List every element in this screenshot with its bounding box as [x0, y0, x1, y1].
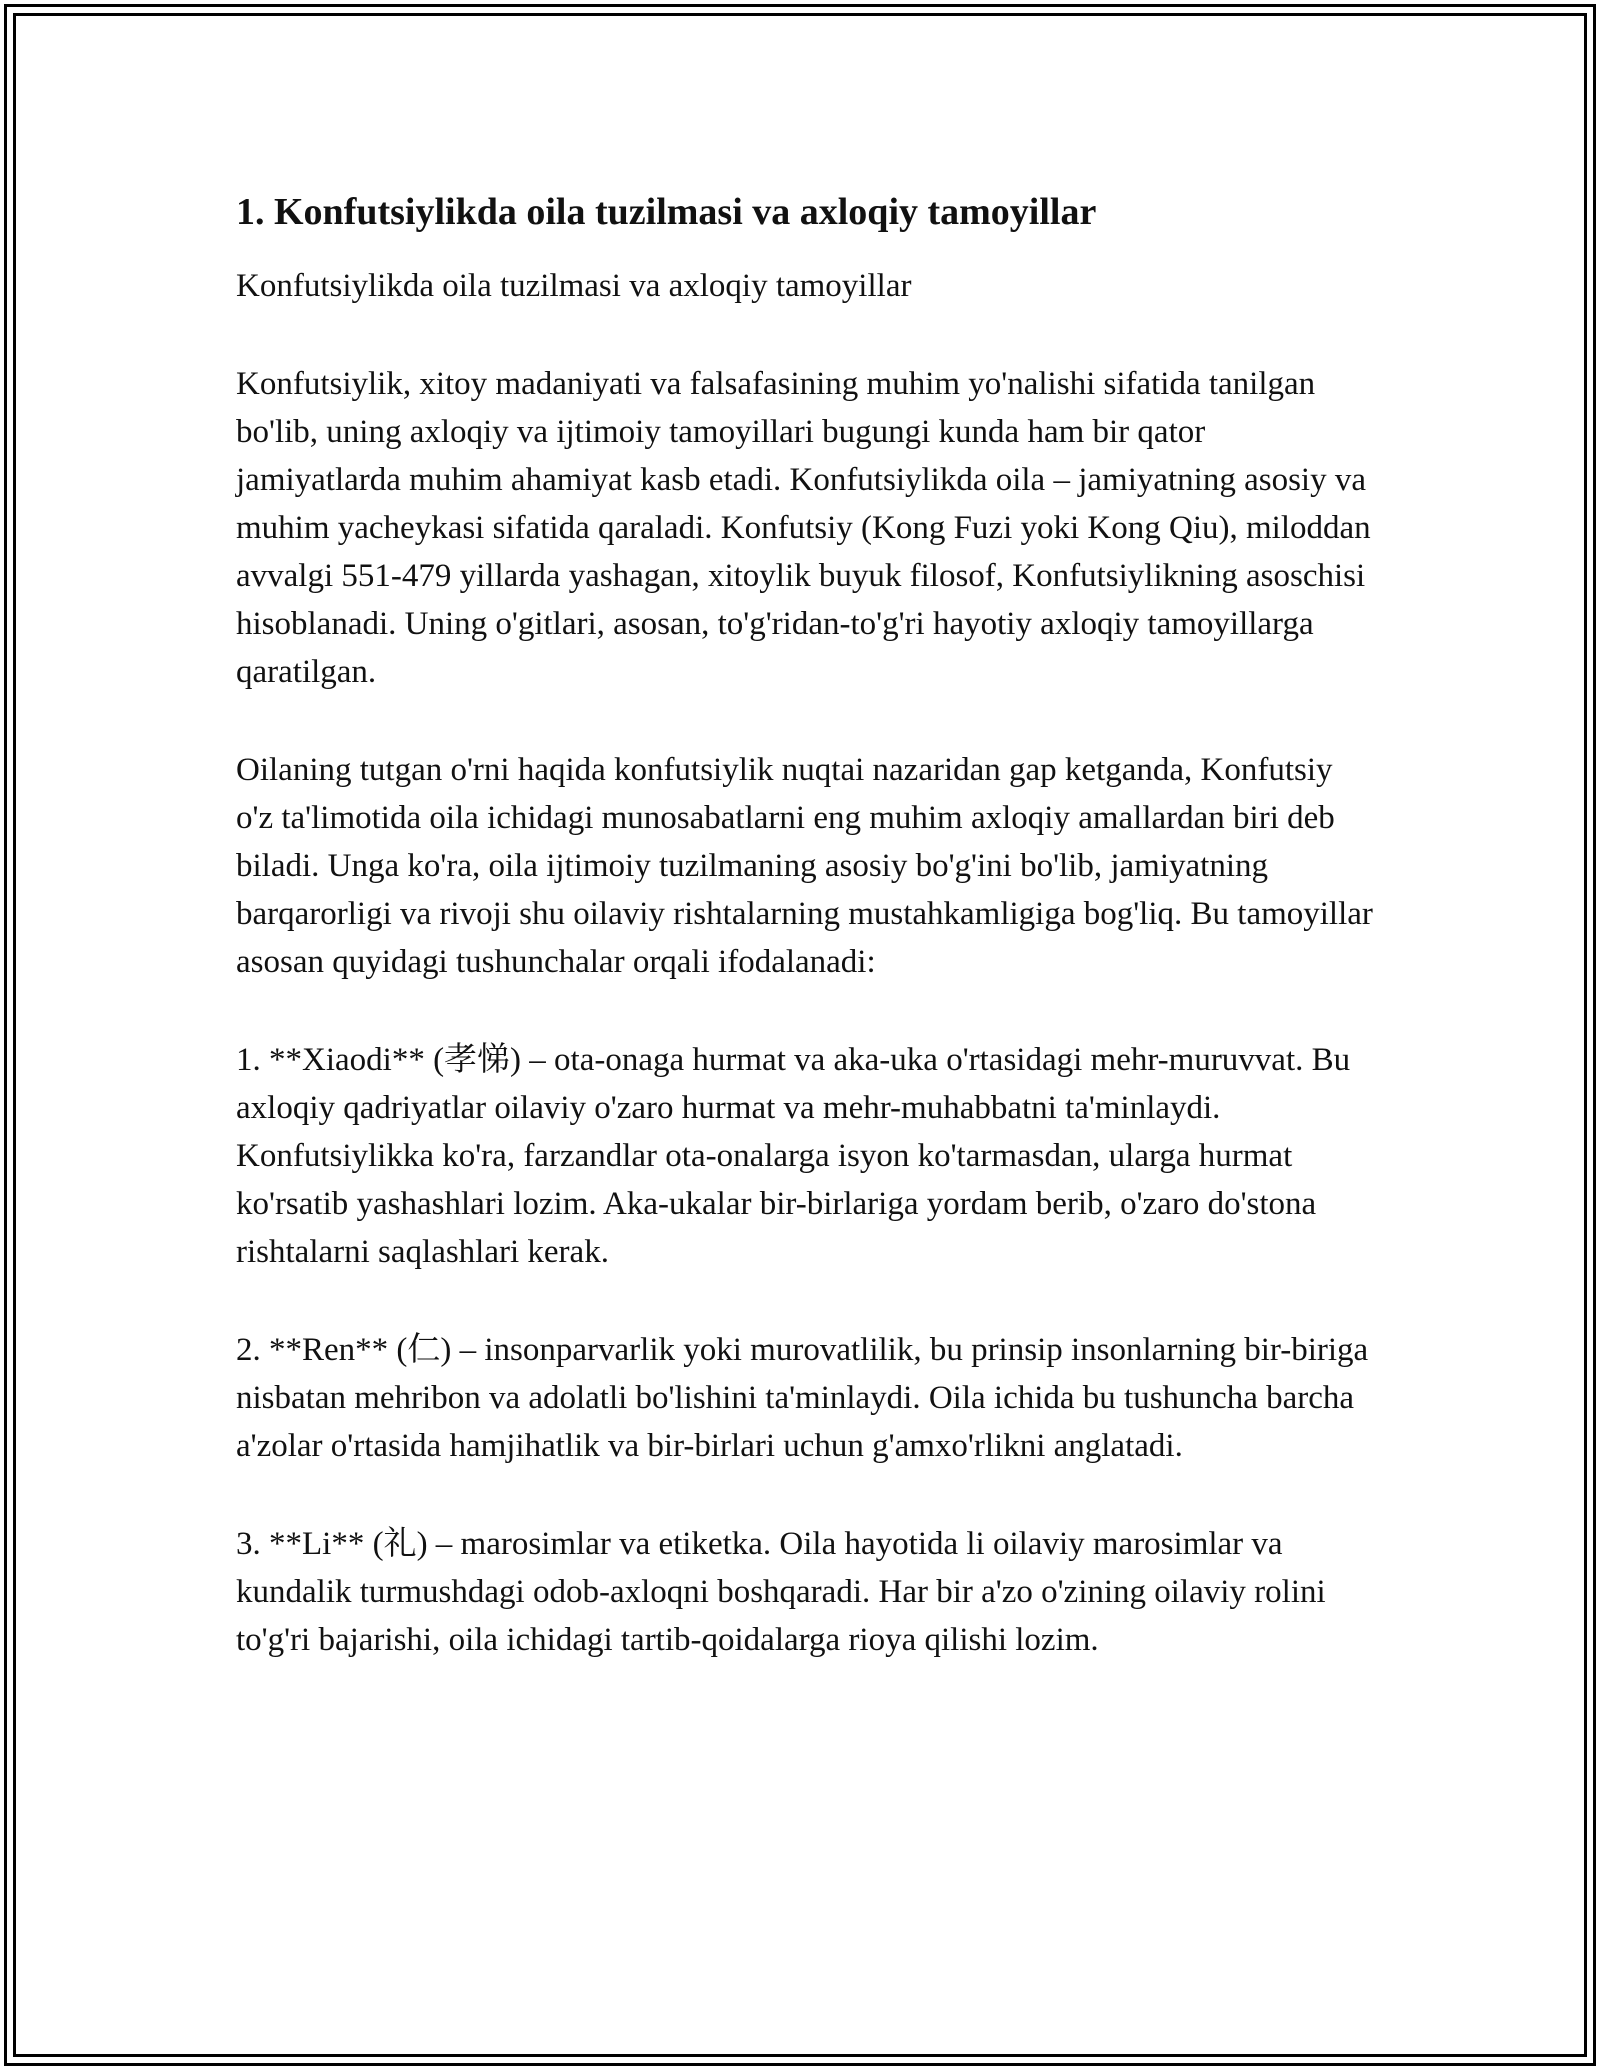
list-item-xiaodi: 1. **Xiaodi** (孝悌) – ota-onaga hurmat va aka-uka o'rtasidagi mehr-muruvvat. Bu axloqiy qadriyatlar oilaviy o'zaro hurmat va mehr-muhabbatni ta'minlaydi. Konfutsiylikka ko'ra, farzandlar ota-onalarga isyon ko'tarmasdan, ularga hurmat ko'rsatib yashashlari lozim. Aka-ukalar bir-birlariga yordam berib, o'zaro do'stona rishtalarni saqlashlari kerak. — [236, 1042, 1351, 1270]
list-item-ren: 2. **Ren** (仁) – insonparvarlik yoki murovatlilik, bu prinsip insonlarning bir-biriga nisbatan mehribon va adolatli bo'lishini ta'minlaydi. Oila ichida bu tushuncha barcha a'zolar o'rtasida hamjihatlik va bir-birlari uchun g'amxo'rlikni anglatadi. — [236, 1332, 1369, 1464]
document-subtitle: Konfutsiylikda oila tuzilmasi va axloqiy tamoyillar — [236, 268, 912, 304]
paragraph-family-role: Oilaning tutgan o'rni haqida konfutsiylik nuqtai nazaridan gap ketganda, Konfutsiy o'z ta'limotida oila ichidagi munosabatlarni eng muhim axloqiy amallardan biri deb biladi. Unga ko'ra, oila ijtimoiy tuzilmaning asosiy bo'g'ini bo'lib, jamiyatning barqarorligi va rivoji shu oilaviy rishtalarning mustahkamligiga bog'liq. Bu tamoyillar asosan quyidagi tushunchalar orqali ifodalanadi: — [236, 752, 1373, 980]
document-body — [236, 186, 1376, 1664]
paragraph-intro: Konfutsiylik, xitoy madaniyati va falsafasining muhim yo'nalishi sifatida tanilgan bo'lib, uning axloqiy va ijtimoiy tamoyillari bugungi kunda ham bir qator jamiyatlarda muhim ahamiyat kasb etadi. Konfutsiylikda oila – jamiyatning asosiy va muhim yacheykasi sifatida qaraladi. Konfutsiy (Kong Fuzi yoki Kong Qiu), miloddan avvalgi 551-479 yillarda yashagan, xitoylik buyuk filosof, Konfutsiylikning asoschisi hisoblanadi. Uning o'gitlari, asosan, to'g'ridan-to'g'ri hayotiy axloqiy tamoyillarga qaratilgan. — [236, 366, 1371, 690]
list-item-li: 3. **Li** (礼) – marosimlar va etiketka. Oila hayotida li oilaviy marosimlar va kundalik turmushdagi odob-axloqni boshqaradi. Har bir a'zo o'zining oilaviy rolini to'g'ri bajarishi, oila ichidagi tartib-qoidalarga rioya qilishi lozim. — [236, 1526, 1326, 1658]
document-title: 1. Konfutsiylikda oila tuzilmasi va axloqiy tamoyillar — [236, 191, 1097, 233]
